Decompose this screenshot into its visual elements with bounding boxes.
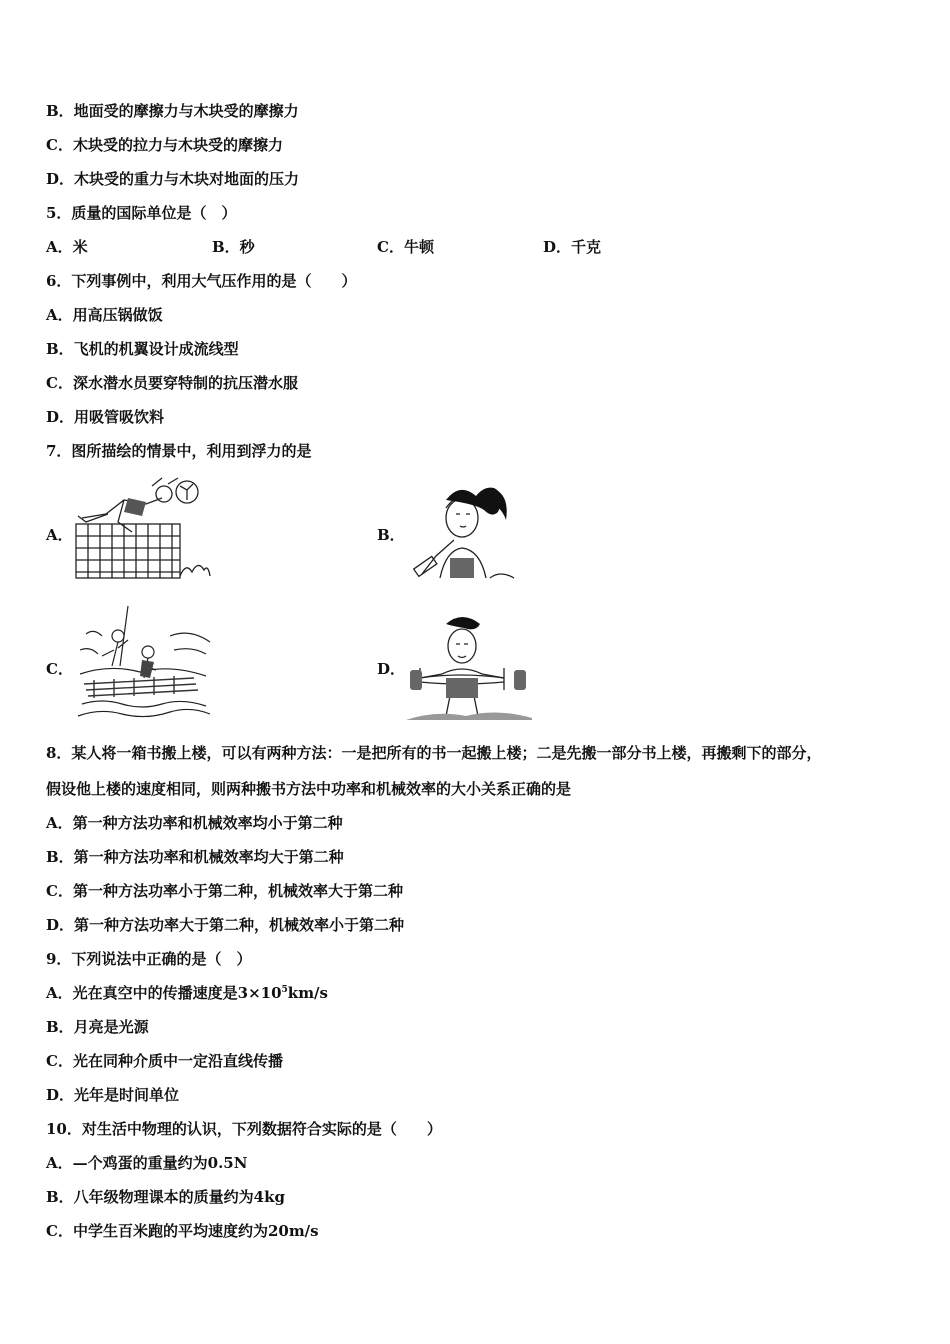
q10-stem: 10．对生活中物理的认识，下列数据符合实际的是（ ） bbox=[46, 1120, 442, 1138]
q6-option-c: C．深水潜水员要穿特制的抗压潜水服 bbox=[46, 374, 298, 392]
q10-option-a: A．—个鸡蛋的重量约为0.5N bbox=[46, 1154, 248, 1172]
q7-stem: 7．图所描绘的情景中，利用到浮力的是 bbox=[46, 442, 312, 460]
q4-option-c: C．木块受的拉力与木块受的摩擦力 bbox=[46, 136, 283, 154]
q8-option-c: C．第一种方法功率小于第二种，机械效率大于第二种 bbox=[46, 882, 403, 900]
q9-option-a bbox=[46, 983, 328, 1003]
q6-stem: 6．下列事例中，利用大气压作用的是（ ） bbox=[46, 272, 357, 290]
q10-option-c: C．中学生百米跑的平均速度约为20m/s bbox=[46, 1222, 319, 1240]
q7-label-d: D． bbox=[377, 660, 406, 678]
chest-expander-icon bbox=[406, 612, 532, 720]
q8-option-b: B．第一种方法功率和机械效率均大于第二种 bbox=[46, 848, 344, 866]
q9-option-a-prefix: A．光在真空中的传播速度是3×10 bbox=[46, 984, 282, 1002]
q4-option-d: D．木块受的重力与木块对地面的压力 bbox=[46, 170, 300, 188]
q5-option-b: B．秒 bbox=[212, 238, 255, 256]
q8-stem-line1: 8．某人将一箱书搬上楼，可以有两种方法：一是把所有的书一起搬上楼；二是先搬一部分书上楼，再搬剩下的部分， bbox=[46, 744, 822, 762]
q6-option-b: B．飞机的机翼设计成流线型 bbox=[46, 340, 239, 358]
q5-stem: 5．质量的国际单位是（ ） bbox=[46, 204, 237, 222]
q5-option-a: A．米 bbox=[46, 238, 88, 256]
q9-option-a-exponent: 5 bbox=[281, 985, 288, 995]
q8-option-d: D．第一种方法功率大于第二种，机械效率小于第二种 bbox=[46, 916, 405, 934]
q6-option-d: D．用吸管吸饮料 bbox=[46, 408, 165, 426]
q7-label-c: C． bbox=[46, 660, 73, 678]
q7-label-a: A． bbox=[46, 526, 73, 544]
q6-option-a: A．用高压锅做饭 bbox=[46, 306, 163, 324]
q8-stem-line2: 假设他上楼的速度相同，则两种搬书方法中功率和机械效率的大小关系正确的是 bbox=[46, 780, 572, 798]
q4-option-b: B．地面受的摩擦力与木块受的摩擦力 bbox=[46, 102, 299, 120]
q7-label-b: B． bbox=[377, 526, 405, 544]
girl-drinking-icon bbox=[410, 478, 520, 582]
q9-option-d: D．光年是时间单位 bbox=[46, 1086, 180, 1104]
goalkeeper-icon bbox=[72, 476, 212, 582]
q9-option-a-unit: km/s bbox=[287, 984, 328, 1002]
q9-option-c: C．光在同种介质中一定沿直线传播 bbox=[46, 1052, 283, 1070]
q10-option-b: B．八年级物理课本的质量约为4kg bbox=[46, 1188, 285, 1206]
q5-option-c: C．牛顿 bbox=[377, 238, 434, 256]
raft-icon bbox=[74, 604, 214, 720]
q5-option-d: D．千克 bbox=[543, 238, 602, 256]
q8-option-a: A．第一种方法功率和机械效率均小于第二种 bbox=[46, 814, 343, 832]
q9-option-b: B．月亮是光源 bbox=[46, 1018, 149, 1036]
q9-stem: 9．下列说法中正确的是（ ） bbox=[46, 950, 252, 968]
